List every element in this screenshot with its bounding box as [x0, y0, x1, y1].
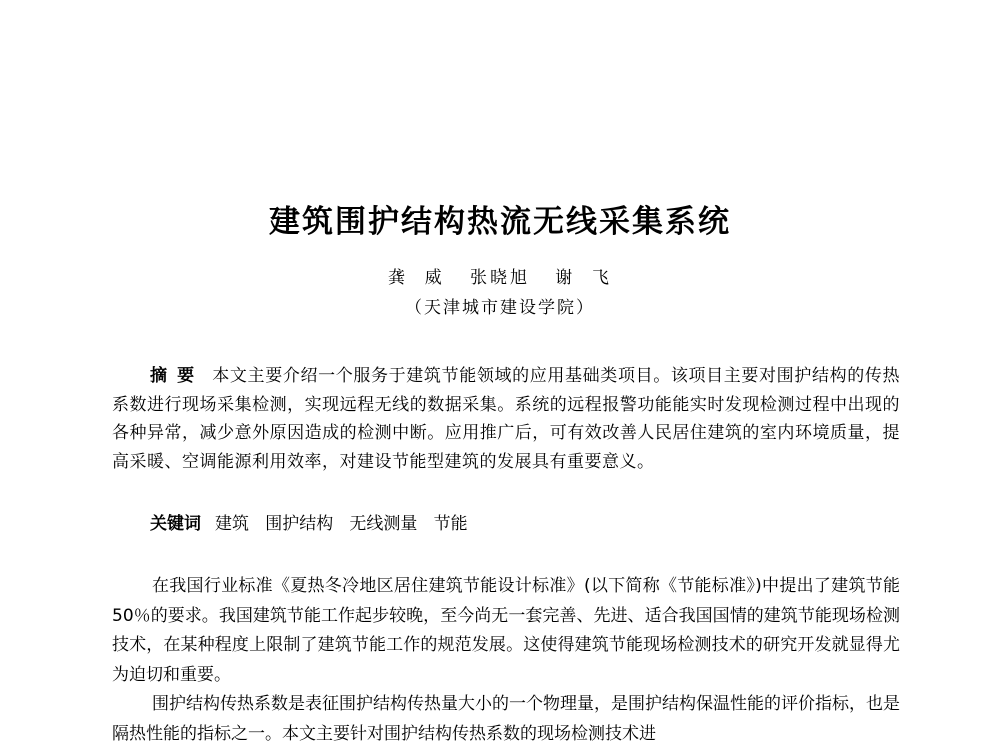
keywords-text: 建筑 围护结构 无线测量 节能: [215, 514, 468, 534]
body-paragraph: 在我国行业标准《夏热冬冷地区居住建筑节能设计标准》(以下简称《节能标准》)中提出了建筑节能 50％的要求。我国建筑节能工作起步较晚，至今尚无一套完善、先进、适合我国国情的建筑节能现场检测技术，在某种程度上限制了建筑节能工作的规范发展。这使得建筑节能现场检测技术的研究开发就显得尤为迫切和重要。: [112, 576, 900, 685]
abstract: [112, 362, 900, 476]
keywords: [150, 509, 900, 534]
body-paragraph: 围护结构传热系数是表征围护结构传热量大小的一个物理量，是围护结构保温性能的评价指标，也是隔热性能的指标之一。本文主要针对围护结构传热系数的现场检测技术进: [112, 694, 900, 744]
author-affiliation: （天津城市建设学院）: [405, 298, 595, 318]
abstract-label: 摘要: [150, 366, 205, 386]
paper-title: 建筑围护结构热流无线采集系统: [269, 204, 731, 240]
body-text: [112, 572, 900, 749]
author-list: 龚 威 张晓旭 谢 飞: [387, 268, 613, 288]
keywords-label: 关键词: [150, 514, 201, 534]
abstract-text: 本文主要介绍一个服务于建筑节能领域的应用基础类项目。该项目主要对围护结构的传热系数进行现场采集检测，实现远程无线的数据采集。系统的远程报警功能能实时发现检测过程中出现的各种异常，减少意外原因造成的检测中断。应用推广后，可有效改善人民居住建筑的室内环境质量，提高采暖、空调能源利用效率，对建设节能型建筑的发展具有重要意义。: [112, 366, 901, 472]
